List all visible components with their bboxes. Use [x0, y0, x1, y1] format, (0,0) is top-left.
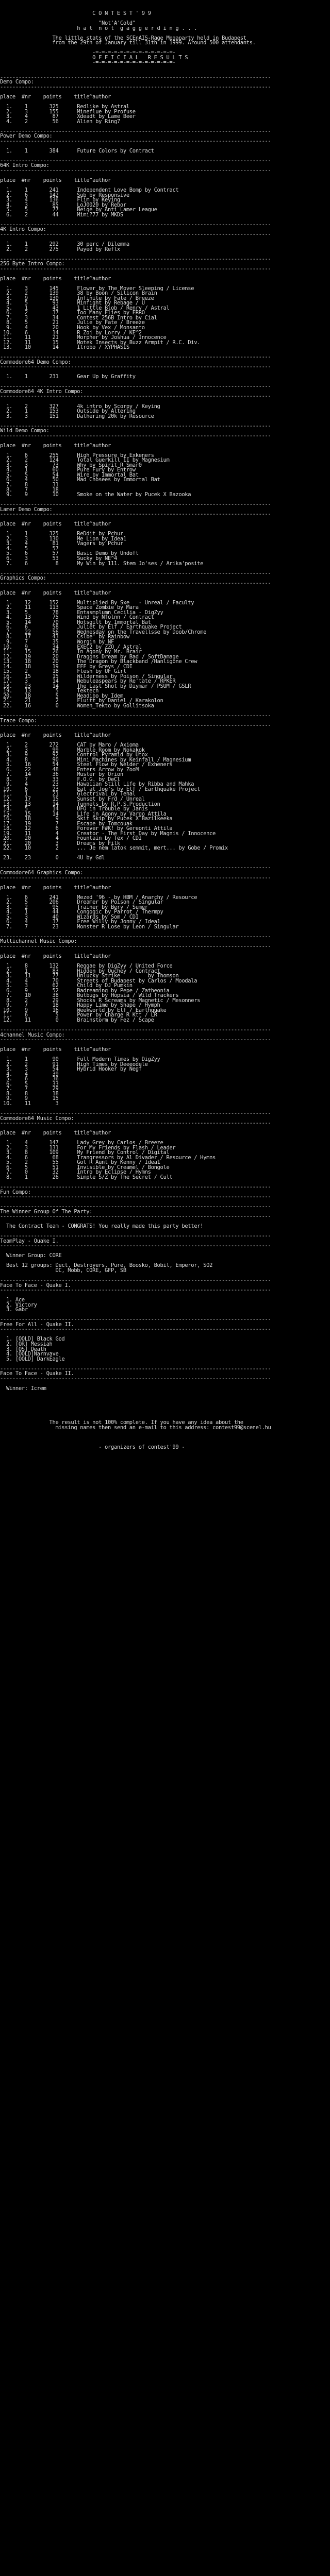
- results-text-document: C O N T E S T ' 9 9 "Not'A'Cold" h a t n o t g a g g e r d i n g . . . The little stats of the SCEnAIS-Rage Megaparty held in Budapest from the 29th of January till 31th in 1999. Around 500 attendants. -=-=-=-=-=-=-=-=-=-=-=-=-=- O F F I C I A L R E S U L T S -=-=-=-=-=-=-=-=-=-=-=-=-=- ---------------------------------------------------------------------------------------- Demo Compo: ---------------------------------------------------------------------------------------- place #nr points title^author 1. 1 325 Redlike by Astral 2. 3 155 Mineflue by Profuse 3. 4 87 Xdeadt by Lame Beer 4. 2 56 Alien by Ring7 ---------------------------------------------------------------------------------------- Power Demo Compo: ---------------------------------------------------------------------------------------- 1. 1 384 Future Colors by Contract ---------------------------------------------------------------------------------------- 64K Intro Compo: ---------------------------------------------------------------------------------------- place #nr points title^author 1. 1 241 Independent Love Bomp by Contract 2. 6 142 Sub by Responsive 3. 4 136 Flim by Keying 4. 3 85 LoJ0020 by Rebor 5. 5 77 Beige by Anti Lamer League 6. 2 44 Mimi?77 by MKDS ---------------------------------------------------------------------------------------- 4K Intro Compo: ---------------------------------------------------------------------------------------- 1. 1 292 30 perc / Dilemma 2. 2 275 Payed by Reflx ---------------------------------------------------------------------------------------- 256 Byte Intro Compo: ---------------------------------------------------------------------------------------- place #nr points title^author 1. 3 145 Flower by The Mover Sleeping / License 2. 2 139 38 by Boon / Silicon Brain 3. 9 130 Infinite by Fate / Breeze 4. 5 93 Minfight by Rebage / U 5. 1 43 1 Little Blob / Renry / Astral 6. 2 37 Too Many Flies by ERRO 7. 3 34 Contest 256B Intro by Cial 8. 5 21 Julie by Fate / Breeze 9. 4 20 Hook by Vex / Monsanto 10. 6 14 R Zoj by Lorry / KE^2 11. 11 21 Morpher by Joshua / Innocence 12. 11 15 Motek Insects by Buzz Armpit / R.C. Div. 13. 10 14 Itrobo / XYPHASIS ---------------------------------------------------------------------------------------- Commodore64 Demo Compo: ---------------------------------------------------------------------------------------- 1. 1 231 Gear Up by Graffity ---------------------------------------------------------------------------------------- Commodore64 4K Intro Compo: ---------------------------------------------------------------------------------------- 1. 2 327 4k intro by Scorpy / Keying 2. 1 153 Outside by Altering 3. 3 151 Dathering 20k by Resource ---------------------------------------------------------------------------------------- Wild Demo Compo: ---------------------------------------------------------------------------------------- place #nr points title^author 1. 6 255 High Pressure by Exkeners 2. 2 124 Total Guerkill II by Magnesium 3. 3 73 Why by Spirit R Smar0 4. 1 60 Pure Fury by Entrow 5. 5 54 Wire by Immortal Bat 6. 4 50 Mad Chosees by Immortal Bat 7. 8 31 8. 7 18 9. 9 10 Smoke on the Water by Pucek X Bazooka ---------------------------------------------------------------------------------------- Lamer Demo Compo: ---------------------------------------------------------------------------------------- place #nr points title^author 1. 1 325 ReDdit by Pchur 2. 3 130 Me Lion by Idea1 3. 4 81 Vagers by Pchur 4. 5 57 5. 6 57 Basic Demo by Undoft 6. 3 53 Sucky by NE^4 7. 6 8 My Win by 111. Stem Jo'ses / Arika'posite ---------------------------------------------------------------------------------------- Graphics Compo: ---------------------------------------------------------------------------------------- place #nr points title^author 1. 12 152 Multiplied By Sxe - Unreal / Faculty 2. 11 113 Space Zombie by Mara 3. 5 78 Entasmplumn Cecilia - DigZyy 4. 13 75 Wind by Nfolnn / Contract 5. 14 70 Hotsgilt by Immortal Bat 6. 6 58 Juliet by Elf / Earthquake Project 7. 22 56 Wednesday on the Travellsse by Doob/Chrome 8. 17 43 Cslbe' by Rainbow 9. 7 35 Worgin by NF 10. 9 34 EXEC2 by ZZO / Astral 11. 15 26 In Agony by Mr. Brair 12. 19 20 Dragons Dream by Bad / SoftDamage 13. 18 20 The Dragon by Blackband /Hanligone Crew 14. 18 19 EFF by Greys / CDI 15. 2 18 Flesh by UF_Girl 16. 15 15 Wilderness by Poison / Singular 17. 3 14 Nebuleaspears by Re'tate / RPKER 18. 23 14 The Last Shot by Diymar / PSUM / GSLR 19. 13 5 Tektech 20. 18 5 Meadibo by Idem 21. 21 2 Fluitt by Daniel / Karakolon 22. 16 0 Women_Tekto by Gollitsoka ---------------------------------------------------------------------------------------- Trace Compo: ---------------------------------------------------------------------------------------- place #nr points title^author 1. 2 272 CAT by Maro / Axioma 2. 3 99 Marble Room by Nokakok 3. 9 92 Control Pyramid by Utox 4. 8 90 Mini Machines by Keinfall / Magnesium 5. 16 54 Steel Flow by Welder / Exheners 6. 22 48 Enters Arrow by ZooM 7. 14 36 Muster by Orion 8. 7 33 F.O.G. by DeCl 9. 4 23 Hawaiian Still Life by Ribba and Mahka 10. 6 23 Eat at Joe's by Elf / Earthquake Project 11. 1 21 Glectrival by Tehal 12. 17 15 Sunset by Frd / Unreal 13. 13 14 Tunnels by R.P.S.Production 14. 5 14 UFO in Trouble by Janis 15. 15 14 Life in Agony by Vargo Attila 16. 18 9 Skit Skip by Pucek X Bazilkeeka 17. 19 7 Escape by Tomcouak 18. 12 6 Forever F#K! by Gereonti Attila 19. 11 4 Creator - The First Day by Magnis / Innocence 20. 20 4 Fountain by Tex / CDI 21. 20 3 Dreams by Filk 22. 10 2 ... Je nem latok semmit, mert... by Gobe / Promix 23. 23 0 4U by Gdl ---------------------------------------------------------------------------------------- Commodore64 Graphics Compo: ---------------------------------------------------------------------------------------- place #nr points title^author 1. 6 241 Mezed '96 - by HBM / Anarchy / Resource 2. 5 206 Dreamer by Poison / Singular 3. 2 95 Trainer by Bery / Sumer 4. 1 44 Congogic by Parrot / Thermpy 5. 3 40 Wizards by Som / CDI 6. 4 37 Free Willy by Jonny / Idea1 7. 7 23 Monster R Lose by Leon / Singular ---------------------------------------------------------------------------------------- Multichannel Music Compo: ---------------------------------------------------------------------------------------- place #nr points title^author 1. 8 132 Reggae by DigZyy / United Force 2. 1 83 Hidden by Ouchey / Contract 3. 11 77 Unlucky Strike by Thomson 4. 4 70 Streets of Budapest by Carlos / Moodala 5. 3 62 Child by DJ Pumkin 6. 9 52 Badreaming by Pepe / Zatheonia 7. 10 38 Butbugs by Hopsia / Wild Trackers 8. 2 29 Shocks R Screams by Magnetic / Mesonners 9. 7 18 Happy Lime by Shape / Hymph 10. 9 16 Weekworld by Elf / Earthquake 11. 6 5 Power by Charge R Ktt / LR 12. 11 0 Brainstorm by Fez / Scape ---------------------------------------------------------------------------------------- 4channel Music Compo: ---------------------------------------------------------------------------------------- place #nr points title^author 1. 1 90 Full Modern Times by DigZyy 2. 2 91 High Times by Deeeodele 3. 3 54 Hybrid Hooker by Negf 4. 4 39 5. 6 36 6. 5 33 7. 7 29 8. 8 18 9. 9 15 10. 11 3 ---------------------------------------------------------------------------------------- Commodore64 Music Compo: ---------------------------------------------------------------------------------------- place #nr points title^author 1. 4 147 Lady Grey by Carlos / Breeze 2. 3 131 For My Friends by Flash / Leader 3. 8 109 My Friend by Control / Digital 4. 6 68 Trangressors by Al Divader / Resource / Hymns 5. 2 55 Got R Aunt by Kenny / Idea1 6. 5 51 Invisible by Creamel / Bongole 7. 0 32 Intro by Eclipse / Hymns 8. 1 26 Simple S/Z by The Secret / Cult ---------------------------------------------------------------------------------------- Fun Compo: ---------------------------------------------------------------------------------------- ---------------------------------------------------------------------------------------- The Winner Group Of The Party: ---------------------------------------------------------------------------------------- The Contract Team - CONGRATS! You really made this party better! ---------------------------------------------------------------------------------------- TeamPlay - Quake I. ---------------------------------------------------------------------------------------- Winner Group: CORE Best 12 groups: Dect, Destroyers, Pure, Boosko, Bobil, Emperor, SO2 DC, Mobb, CORE, GFP, SB ---------------------------------------------------------------------------------------- Face To Face - Quake I. ---------------------------------------------------------------------------------------- 1. Ace 2. Victory 3. Gabr ---------------------------------------------------------------------------------------- Free For All - Quake II. ---------------------------------------------------------------------------------------- 1. [OOLD] Black God 2. [OR] Messiah 3. [OS] Death 4. [OOLD]Narnvave 5. [OOLD] DarkEagle ---------------------------------------------------------------------------------------- Face To Face - Quake II. ---------------------------------------------------------------------------------------- Winner: Icrem The result is not 100% complete. If you have any idea about the missing names then send an e-mail to this address: contest99@scenel.hu - organizers of contest'99 -: [0, 10, 271, 1451]
